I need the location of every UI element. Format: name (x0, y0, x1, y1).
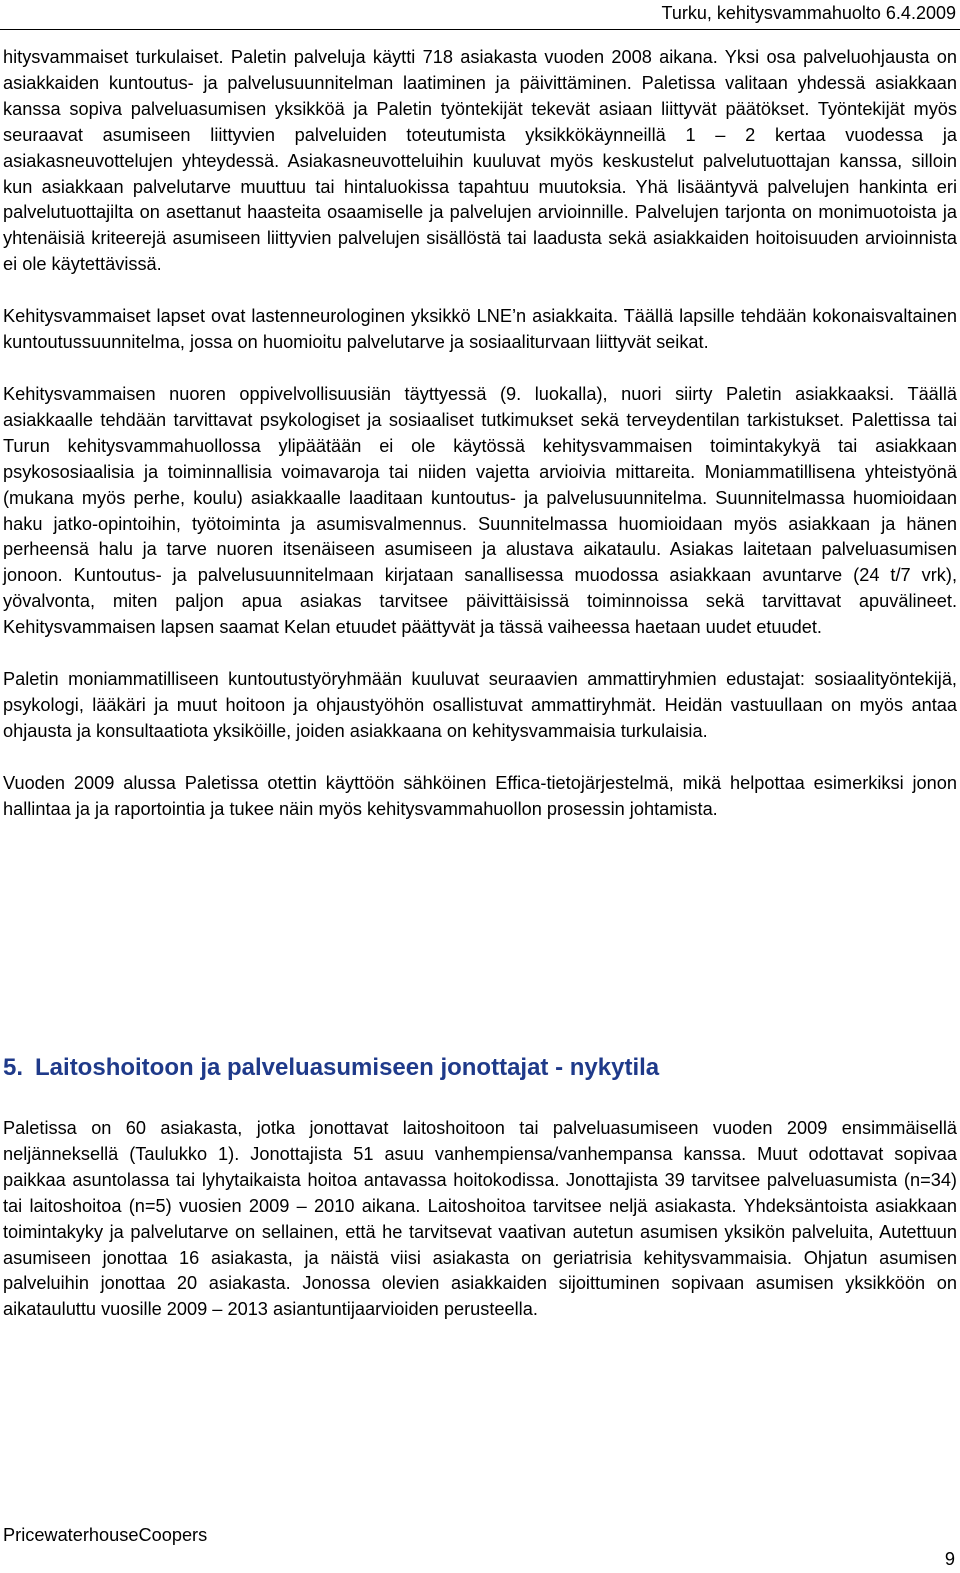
footer-company: PricewaterhouseCoopers (3, 1525, 208, 1545)
section-title: Laitoshoitoon ja palveluasumiseen jonottajat - nykytila (35, 1054, 660, 1081)
section-number: 5. (3, 1054, 24, 1081)
section-paragraph: Paletissa on 60 asiakasta, jotka jonottavat laitoshoitoon tai palveluasumiseen vuoden 2009 ensimmäisellä neljänneksellä (Taulukko 1). Jonottajista 51 asuu vanhempiensa/vanhempansa kanssa. Muut odottavat sopivaa paikkaa asuntolassa tai lyhytaikaista hoitoa antavassa hoitokodissa. Jonottajista 39 tarvitsee palveluasumista (n=34) tai laitoshoitoa (n=5) vuosien 2009 – 2010 aikana. Laitoshoitoa tarvitsee neljä asiakasta. Yhdeksäntoista asiakkaan toimintakyky ja palvelutarve on sellainen, että he tarvitsevat vaativan autetun asumisen yksikön palveluita, Autettuun asumiseen jonottaa 16 asiakasta, ja näistä viisi asiakasta on geriatrisia kehitysvammaisia. Ohjatun asumisen palveluihin jonottaa 20 asiakasta. Jonossa olevien asiakkaiden sijoittuminen sopivaan asumisen yksikköön on aikatauluttu vuosille 2009 – 2013 asiantuntijaarvioiden perusteella. (3, 1118, 957, 1320)
paragraph-1: hitysvammaiset turkulaiset. Paletin palveluja käytti 718 asiakasta vuoden 2008 aikana. Yksi osa palveluohjausta on asiakkaiden kuntoutus- ja palvelusuunnitelman laatiminen ja päivittäminen. Paletissa valitaan yhdessä asiakkaan kanssa sopiva palveluasumisen yksikköä ja Paletin työntekijät tekevät asiaan liittyvät päätökset. Työntekijät myös seuraavat asumiseen liittyvien palveluiden toteutumista yksikkökäynneillä 1 – 2 kertaa vuodessa ja asiakasneuvottelujen yhteydessä. Asiakasneuvotteluihin kuuluvat myös keskustelut palvelutuottajan kanssa, silloin kun asiakkaan palvelutarve muuttuu tai hintaluokissa tapahtuu muutoksia. Yhä lisääntyvä palvelujen hankinta eri palvelutuottajilta on asettanut haasteita osaamiselle ja palvelujen arvioinnille. Palvelujen tarjonta on monimuotoista ja yhtenäisiä kriteerejä asumiseen liittyvien palvelujen sisällöstä tai laadusta sekä asiakkaiden hoitoisuuden arvioinnista ei ole käytettävissä. (3, 47, 957, 275)
paragraph-3: Kehitysvammaisen nuoren oppivelvollisuusiän täyttyessä (9. luokalla), nuori siirty Paletin asiakkaaksi. Täällä asiakkaalle tehdään tarvittavat psykologiset ja sosiaaliset tutkimukset sekä terveydentilan tarkistukset. Palettissa tai Turun kehitysvammahuollossa ylipäätään ei ole käytössä kehitysvammaisen toimintakykyä tai asiakkaan psykososiaalisia ja toiminnallisia voimavaroja tai niiden vajetta arvioivia mittareita. Moniammatillisena yhteistyönä (mukana myös perhe, koulu) asiakkaalle laaditaan kuntoutus- ja palvelusuunnitelma. Suunnitelmassa huomioidaan haku jatko-opintoihin, työtoiminta ja asumisvalmennus. Suunnitelmassa huomioidaan myös asiakkaan ja hänen perheensä halu ja tarve nuoren itsenäiseen asumiseen ja alustava aikataulu. Asiakas laitetaan palveluasumisen jonoon. Kuntoutus- ja palvelusuunnitelmaan kirjataan sanallisessa muodossa asiakkaan avuntarve (24 t/7 vrk), yövalvonta, miten paljon apua asiakas tarvitsee päivittäisissä toiminnoissa sekä tarvittavat apuvälineet. Kehitysvammaisen lapsen saamat Kelan etuudet päättyvät ja tässä vaiheessa haetaan uudet etuudet. (3, 383, 957, 638)
paragraph-2: Kehitysvammaiset lapset ovat lastenneurologinen yksikkö LNE’n asiakkaita. Täällä lapsille tehdään kokonaisvaltainen kuntoutussuunnitelma, jossa on huomioitu palvelutarve ja sosiaaliturvaan liittyvät seikat. (3, 306, 957, 353)
section-heading (3, 1054, 659, 1082)
body-text (3, 45, 957, 823)
running-header: Turku, kehitysvammahuolto 6.4.2009 (661, 3, 956, 23)
paragraph-5: Vuoden 2009 alussa Paletissa otettin käyttöön sähköinen Effica-tietojärjestelmä, mikä helpottaa esimerkiksi jonon hallintaa ja ja raportointia ja tukee näin myös kehitysvammahuollon prosessin johtamista. (3, 772, 957, 819)
page-number: 9 (944, 1549, 955, 1569)
section-body (3, 1116, 957, 1323)
header-rule (0, 29, 960, 30)
paragraph-4: Paletin moniammatilliseen kuntoutustyöryhmään kuuluvat seuraavien ammattiryhmien edustajat: sosiaalityöntekijä, psykologi, lääkäri ja muut hoitoon ja ohjaustyöhön osallistuvat ammattiryhmät. Heidän vastuullaan on myös antaa ohjausta ja konsultaatiota yksiköille, joiden asiakkaana on kehitysvammaisia turkulaisia. (3, 669, 957, 741)
